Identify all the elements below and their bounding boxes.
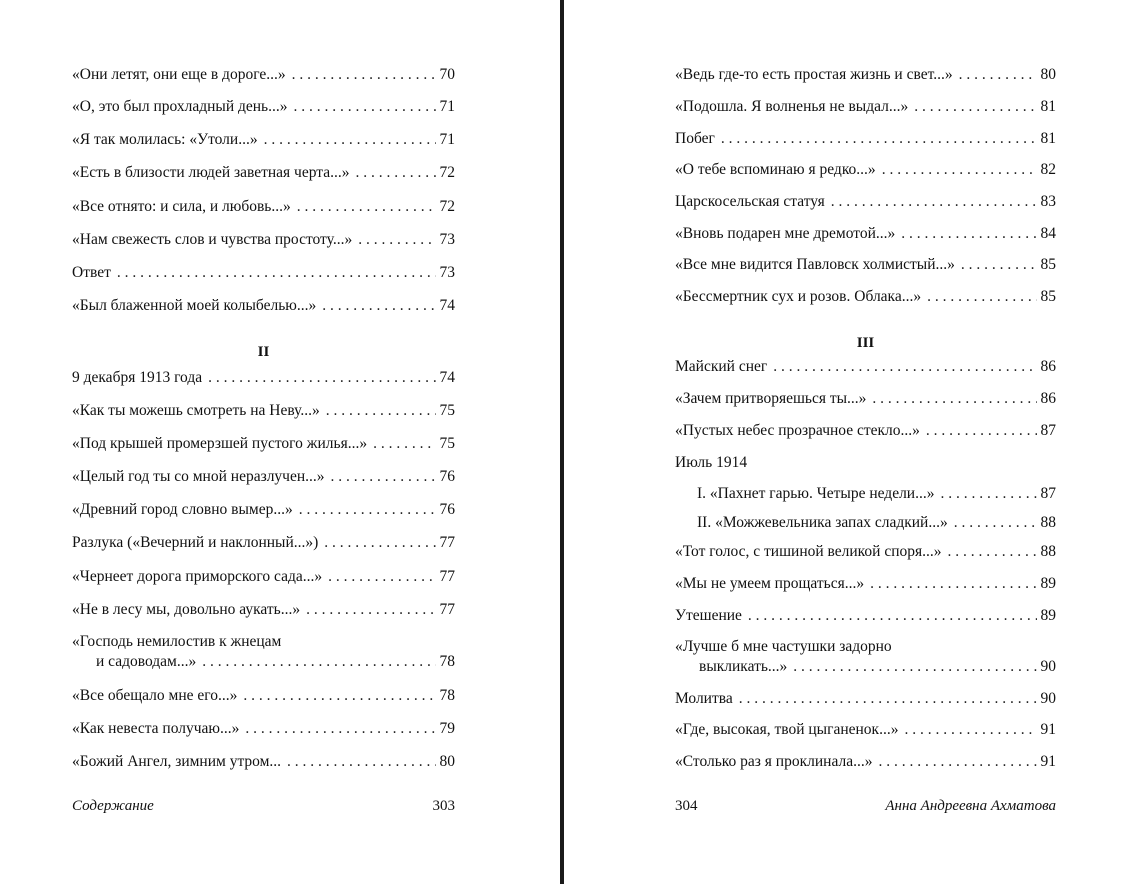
- toc-entry: «Пустых небес прозрачное стекло...» . . . 87: [675, 421, 1056, 440]
- toc-entry: «Ведь где-то есть простая жизнь и свет...» . . . 80: [675, 65, 1056, 84]
- toc-entry: и садоводам...» . . . 78: [72, 652, 455, 671]
- page-number: 303: [432, 798, 455, 814]
- toc-entry: «Тот голос, с тишиной великой споря...» . . . 88: [675, 542, 1056, 561]
- toc-entry: Царскосельская статуя . . . 83: [675, 192, 1056, 211]
- toc-entry: «Целый год ты со мной неразлучен...» . . . 76: [72, 467, 455, 486]
- toc-entry: «Вновь подарен мне дремотой...» . . . 84: [675, 224, 1056, 243]
- toc-entry: «Был блаженной моей колыбелью...» . . . 74: [72, 296, 455, 315]
- toc-entry: «О, это был прохладный день...» . . . 71: [72, 97, 455, 116]
- toc-entry: 9 декабря 1913 года . . . 74: [72, 368, 455, 387]
- toc-entry: «Нам свежесть слов и чувства простоту...» . . . 73: [72, 230, 455, 249]
- toc-entry: «Не в лесу мы, довольно аукать...» . . . 77: [72, 600, 455, 619]
- toc-entry: Побег . . . 81: [675, 129, 1056, 148]
- book-spine: [560, 0, 564, 884]
- toc-entry: Ответ . . . 73: [72, 263, 455, 282]
- toc-entry: Майский снег . . . 86: [675, 357, 1056, 376]
- toc-entry-first-line: «Лучше б мне частушки задорно: [675, 638, 892, 655]
- toc-entry: Разлука («Вечерний и наклонный...») . . . 77: [72, 533, 455, 552]
- toc-entry: «Бессмертник сух и розов. Облака...» . . . 85: [675, 287, 1056, 306]
- section-heading: II: [257, 344, 270, 360]
- toc-entry: «Они летят, они еще в дороге...» . . . 70: [72, 65, 455, 84]
- toc-entry: Утешение . . . 89: [675, 606, 1056, 625]
- toc-entry: Молитва . . . 90: [675, 689, 1056, 708]
- toc-entry: «Чернеет дорога приморского сада...» . . . 77: [72, 567, 455, 586]
- toc-entry: «Где, высокая, твой цыганенок...» . . . 91: [675, 720, 1056, 739]
- toc-entry: «Зачем притворяешься ты...» . . . 86: [675, 389, 1056, 408]
- toc-entry: «Под крышей промерзшей пустого жилья...» . . . 75: [72, 434, 455, 453]
- toc-entry: «Все отнято: и сила, и любовь...» . . . 72: [72, 197, 455, 216]
- page-footer: [675, 797, 1056, 816]
- group-title: Июль 1914: [675, 454, 748, 471]
- toc-sub-entry: II. «Можжевельника запах сладкий...» . . . 88: [675, 513, 1056, 532]
- toc-sub-entry: I. «Пахнет гарью. Четыре недели...» . . . 87: [675, 484, 1056, 503]
- toc-entry: «Я так молилась: «Утоли...» . . . 71: [72, 130, 455, 149]
- toc-entry: «Есть в близости людей заветная черта...» . . . 72: [72, 163, 455, 182]
- right-page: [675, 0, 1056, 884]
- toc-entry: «О тебе вспоминаю я редко...» . . . 82: [675, 160, 1056, 179]
- running-title: Анна Андреевна Ахматова: [885, 798, 1056, 814]
- section-heading: III: [856, 335, 875, 351]
- toc-entry: «Мы не умеем прощаться...» . . . 89: [675, 574, 1056, 593]
- toc-entry: «Древний город словно вымер...» . . . 76: [72, 500, 455, 519]
- toc-entry: «Все обещало мне его...» . . . 78: [72, 686, 455, 705]
- toc-entry: «Столько раз я проклинала...» . . . 91: [675, 752, 1056, 771]
- toc-entry: «Как ты можешь смотреть на Неву...» . . . 75: [72, 401, 455, 420]
- toc-entry: выкликать...» . . . 90: [675, 657, 1056, 676]
- toc-entry: «Как невеста получаю...» . . . 79: [72, 719, 455, 738]
- toc-entry: «Все мне видится Павловск холмистый...» . . . 85: [675, 255, 1056, 274]
- page-number: 304: [675, 798, 698, 814]
- left-page: [72, 0, 455, 884]
- toc-entry: «Божий Ангел, зимним утром... . . . 80: [72, 752, 455, 771]
- toc-entry-first-line: «Господь немилостив к жнецам: [72, 633, 282, 650]
- page-footer: [72, 797, 455, 816]
- running-title: Содержание: [72, 798, 154, 814]
- toc-entry: «Подошла. Я волненья не выдал...» . . . 81: [675, 97, 1056, 116]
